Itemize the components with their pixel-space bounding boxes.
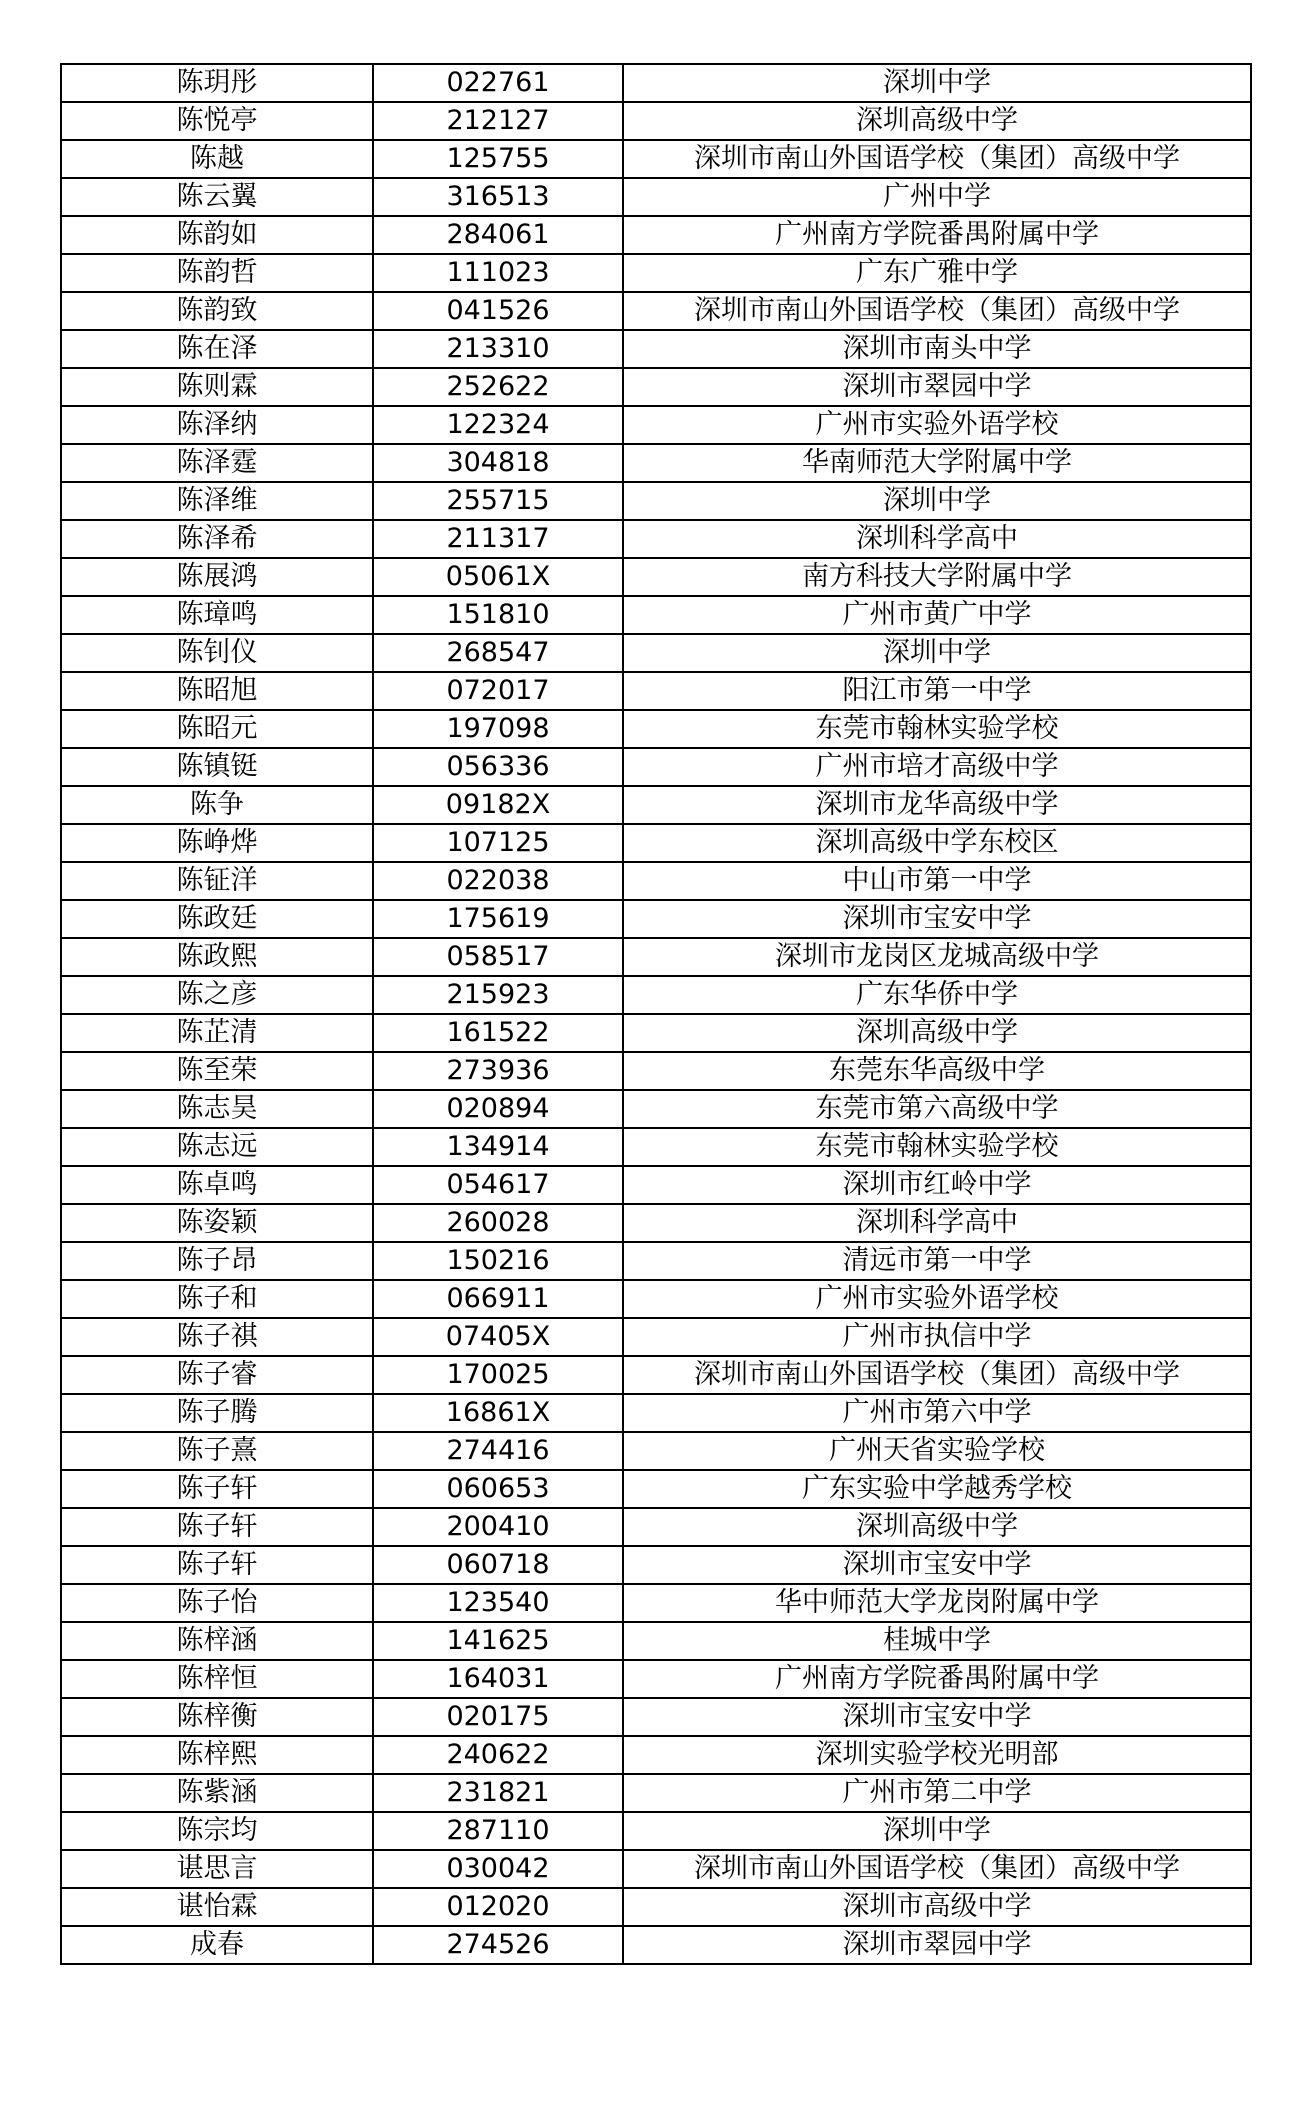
- school-name-cell: 深圳市南山外国语学校（集团）高级中学: [623, 1356, 1251, 1394]
- student-id-cell: 060718: [373, 1546, 623, 1584]
- student-id-cell: 056336: [373, 748, 623, 786]
- table-row: [61, 482, 1251, 520]
- table-row: [61, 938, 1251, 976]
- student-id-cell: 231821: [373, 1774, 623, 1812]
- student-name-cell: 陈卓鸣: [61, 1166, 373, 1204]
- table-row: [61, 672, 1251, 710]
- table-row: [61, 1698, 1251, 1736]
- school-name-cell: 深圳市南山外国语学校（集团）高级中学: [623, 292, 1251, 330]
- student-name-cell: 陈钲洋: [61, 862, 373, 900]
- table-body: [61, 64, 1251, 1964]
- table-row: [61, 1128, 1251, 1166]
- school-name-cell: 广州南方学院番禺附属中学: [623, 216, 1251, 254]
- student-name-cell: 陈昭旭: [61, 672, 373, 710]
- student-name-cell: 陈昭元: [61, 710, 373, 748]
- school-name-cell: 深圳高级中学: [623, 1508, 1251, 1546]
- table-row: [61, 1812, 1251, 1850]
- table-row: [61, 1242, 1251, 1280]
- table-row: [61, 368, 1251, 406]
- student-name-cell: 陈则霖: [61, 368, 373, 406]
- school-name-cell: 深圳市翠园中学: [623, 368, 1251, 406]
- school-name-cell: 深圳市龙岗区龙城高级中学: [623, 938, 1251, 976]
- school-name-cell: 深圳中学: [623, 64, 1251, 102]
- student-name-cell: 谌怡霖: [61, 1888, 373, 1926]
- school-name-cell: 广州南方学院番禺附属中学: [623, 1660, 1251, 1698]
- table-row: [61, 178, 1251, 216]
- school-name-cell: 中山市第一中学: [623, 862, 1251, 900]
- student-name-cell: 陈子怡: [61, 1584, 373, 1622]
- table-row: [61, 254, 1251, 292]
- student-name-cell: 陈璋鸣: [61, 596, 373, 634]
- student-id-cell: 111023: [373, 254, 623, 292]
- school-name-cell: 深圳市高级中学: [623, 1888, 1251, 1926]
- school-name-cell: 广东广雅中学: [623, 254, 1251, 292]
- school-name-cell: 深圳市翠园中学: [623, 1926, 1251, 1964]
- table-row: [61, 1432, 1251, 1470]
- student-id-cell: 020894: [373, 1090, 623, 1128]
- school-name-cell: 深圳市宝安中学: [623, 1546, 1251, 1584]
- student-id-cell: 164031: [373, 1660, 623, 1698]
- student-name-cell: 陈志远: [61, 1128, 373, 1166]
- student-id-cell: 09182X: [373, 786, 623, 824]
- table-row: [61, 558, 1251, 596]
- student-id-cell: 274416: [373, 1432, 623, 1470]
- school-name-cell: 深圳市龙华高级中学: [623, 786, 1251, 824]
- table-row: [61, 444, 1251, 482]
- student-id-cell: 287110: [373, 1812, 623, 1850]
- school-name-cell: 东莞市翰林实验学校: [623, 1128, 1251, 1166]
- school-name-cell: 深圳科学高中: [623, 1204, 1251, 1242]
- school-name-cell: 东莞市翰林实验学校: [623, 710, 1251, 748]
- student-name-cell: 陈宗均: [61, 1812, 373, 1850]
- student-id-cell: 175619: [373, 900, 623, 938]
- student-name-cell: 陈展鸿: [61, 558, 373, 596]
- student-name-cell: 陈志昊: [61, 1090, 373, 1128]
- table-row: [61, 1584, 1251, 1622]
- table-row: [61, 406, 1251, 444]
- student-name-cell: 陈泽维: [61, 482, 373, 520]
- student-id-cell: 150216: [373, 1242, 623, 1280]
- student-name-cell: 陈韵哲: [61, 254, 373, 292]
- school-name-cell: 广州市黄广中学: [623, 596, 1251, 634]
- student-id-cell: 07405X: [373, 1318, 623, 1356]
- student-name-cell: 陈子昂: [61, 1242, 373, 1280]
- student-name-cell: 陈子轩: [61, 1546, 373, 1584]
- table-row: [61, 900, 1251, 938]
- school-name-cell: 广州市实验外语学校: [623, 1280, 1251, 1318]
- student-id-cell: 041526: [373, 292, 623, 330]
- student-id-cell: 030042: [373, 1850, 623, 1888]
- table-row: [61, 1052, 1251, 1090]
- table-row: [61, 102, 1251, 140]
- student-id-cell: 058517: [373, 938, 623, 976]
- school-name-cell: 广州市第二中学: [623, 1774, 1251, 1812]
- student-name-cell: 陈芷清: [61, 1014, 373, 1052]
- student-name-cell: 陈悦亭: [61, 102, 373, 140]
- student-name-cell: 陈玥彤: [61, 64, 373, 102]
- table-row: [61, 140, 1251, 178]
- table-row: [61, 64, 1251, 102]
- student-id-cell: 072017: [373, 672, 623, 710]
- school-name-cell: 深圳中学: [623, 1812, 1251, 1850]
- school-name-cell: 深圳市南山外国语学校（集团）高级中学: [623, 1850, 1251, 1888]
- school-name-cell: 深圳科学高中: [623, 520, 1251, 558]
- table-row: [61, 1318, 1251, 1356]
- table-row: [61, 216, 1251, 254]
- student-id-cell: 141625: [373, 1622, 623, 1660]
- school-name-cell: 南方科技大学附属中学: [623, 558, 1251, 596]
- student-name-cell: 陈在泽: [61, 330, 373, 368]
- student-name-cell: 成春: [61, 1926, 373, 1964]
- student-id-cell: 240622: [373, 1736, 623, 1774]
- school-name-cell: 清远市第一中学: [623, 1242, 1251, 1280]
- student-id-cell: 125755: [373, 140, 623, 178]
- student-name-cell: 陈梓衡: [61, 1698, 373, 1736]
- school-name-cell: 深圳高级中学东校区: [623, 824, 1251, 862]
- student-id-cell: 213310: [373, 330, 623, 368]
- student-id-cell: 060653: [373, 1470, 623, 1508]
- table-row: [61, 520, 1251, 558]
- student-name-cell: 陈泽纳: [61, 406, 373, 444]
- table-row: [61, 1508, 1251, 1546]
- student-id-cell: 200410: [373, 1508, 623, 1546]
- school-name-cell: 广州市第六中学: [623, 1394, 1251, 1432]
- student-id-cell: 022038: [373, 862, 623, 900]
- school-name-cell: 深圳中学: [623, 482, 1251, 520]
- table-row: [61, 1280, 1251, 1318]
- student-name-cell: 陈泽霆: [61, 444, 373, 482]
- student-name-cell: 陈子和: [61, 1280, 373, 1318]
- table-row: [61, 1394, 1251, 1432]
- school-name-cell: 深圳市红岭中学: [623, 1166, 1251, 1204]
- student-id-cell: 020175: [373, 1698, 623, 1736]
- student-name-cell: 陈泽希: [61, 520, 373, 558]
- student-id-cell: 260028: [373, 1204, 623, 1242]
- student-id-cell: 273936: [373, 1052, 623, 1090]
- student-id-cell: 012020: [373, 1888, 623, 1926]
- table-row: [61, 1926, 1251, 1964]
- school-name-cell: 广东华侨中学: [623, 976, 1251, 1014]
- student-id-cell: 107125: [373, 824, 623, 862]
- student-id-cell: 170025: [373, 1356, 623, 1394]
- school-name-cell: 深圳市宝安中学: [623, 900, 1251, 938]
- table-row: [61, 1850, 1251, 1888]
- student-id-cell: 022761: [373, 64, 623, 102]
- student-list-table: [60, 63, 1252, 1965]
- table-row: [61, 1090, 1251, 1128]
- school-name-cell: 东莞市第六高级中学: [623, 1090, 1251, 1128]
- student-id-cell: 274526: [373, 1926, 623, 1964]
- student-id-cell: 16861X: [373, 1394, 623, 1432]
- student-id-cell: 066911: [373, 1280, 623, 1318]
- student-name-cell: 陈钊仪: [61, 634, 373, 672]
- table-row: [61, 710, 1251, 748]
- table-row: [61, 1888, 1251, 1926]
- student-name-cell: 陈韵如: [61, 216, 373, 254]
- student-name-cell: 陈至荣: [61, 1052, 373, 1090]
- school-name-cell: 阳江市第一中学: [623, 672, 1251, 710]
- table-row: [61, 1622, 1251, 1660]
- student-id-cell: 252622: [373, 368, 623, 406]
- student-id-cell: 284061: [373, 216, 623, 254]
- student-id-cell: 054617: [373, 1166, 623, 1204]
- table-row: [61, 1356, 1251, 1394]
- student-name-cell: 陈子轩: [61, 1508, 373, 1546]
- student-name-cell: 陈之彦: [61, 976, 373, 1014]
- table-row: [61, 748, 1251, 786]
- table-row: [61, 1774, 1251, 1812]
- school-name-cell: 深圳市宝安中学: [623, 1698, 1251, 1736]
- student-name-cell: 陈梓涵: [61, 1622, 373, 1660]
- student-name-cell: 陈梓恒: [61, 1660, 373, 1698]
- school-name-cell: 深圳中学: [623, 634, 1251, 672]
- student-name-cell: 陈镇铤: [61, 748, 373, 786]
- school-name-cell: 广东实验中学越秀学校: [623, 1470, 1251, 1508]
- table-row: [61, 1166, 1251, 1204]
- table-row: [61, 596, 1251, 634]
- student-name-cell: 陈云翼: [61, 178, 373, 216]
- school-name-cell: 华南师范大学附属中学: [623, 444, 1251, 482]
- student-id-cell: 211317: [373, 520, 623, 558]
- table-row: [61, 1204, 1251, 1242]
- school-name-cell: 广州市执信中学: [623, 1318, 1251, 1356]
- student-name-cell: 陈韵致: [61, 292, 373, 330]
- student-id-cell: 134914: [373, 1128, 623, 1166]
- student-list-table-wrapper: [60, 63, 1244, 1965]
- student-name-cell: 陈子睿: [61, 1356, 373, 1394]
- school-name-cell: 广州天省实验学校: [623, 1432, 1251, 1470]
- school-name-cell: 深圳实验学校光明部: [623, 1736, 1251, 1774]
- school-name-cell: 东莞东华高级中学: [623, 1052, 1251, 1090]
- table-row: [61, 1470, 1251, 1508]
- school-name-cell: 广州中学: [623, 178, 1251, 216]
- student-name-cell: 陈姿颖: [61, 1204, 373, 1242]
- student-id-cell: 123540: [373, 1584, 623, 1622]
- student-name-cell: 谌思言: [61, 1850, 373, 1888]
- school-name-cell: 深圳市南山外国语学校（集团）高级中学: [623, 140, 1251, 178]
- student-id-cell: 122324: [373, 406, 623, 444]
- table-row: [61, 1014, 1251, 1052]
- table-row: [61, 786, 1251, 824]
- student-name-cell: 陈越: [61, 140, 373, 178]
- student-name-cell: 陈政廷: [61, 900, 373, 938]
- school-name-cell: 桂城中学: [623, 1622, 1251, 1660]
- student-name-cell: 陈子祺: [61, 1318, 373, 1356]
- student-id-cell: 268547: [373, 634, 623, 672]
- student-id-cell: 197098: [373, 710, 623, 748]
- student-id-cell: 161522: [373, 1014, 623, 1052]
- student-name-cell: 陈紫涵: [61, 1774, 373, 1812]
- student-name-cell: 陈政熙: [61, 938, 373, 976]
- school-name-cell: 深圳高级中学: [623, 1014, 1251, 1052]
- student-id-cell: 304818: [373, 444, 623, 482]
- table-row: [61, 1736, 1251, 1774]
- table-row: [61, 824, 1251, 862]
- student-name-cell: 陈子熹: [61, 1432, 373, 1470]
- student-id-cell: 215923: [373, 976, 623, 1014]
- table-row: [61, 634, 1251, 672]
- school-name-cell: 广州市实验外语学校: [623, 406, 1251, 444]
- table-row: [61, 1660, 1251, 1698]
- student-id-cell: 05061X: [373, 558, 623, 596]
- school-name-cell: 深圳高级中学: [623, 102, 1251, 140]
- student-id-cell: 212127: [373, 102, 623, 140]
- school-name-cell: 深圳市南头中学: [623, 330, 1251, 368]
- student-name-cell: 陈子腾: [61, 1394, 373, 1432]
- student-name-cell: 陈争: [61, 786, 373, 824]
- table-row: [61, 292, 1251, 330]
- school-name-cell: 华中师范大学龙岗附属中学: [623, 1584, 1251, 1622]
- school-name-cell: 广州市培才高级中学: [623, 748, 1251, 786]
- student-id-cell: 316513: [373, 178, 623, 216]
- table-row: [61, 1546, 1251, 1584]
- student-id-cell: 255715: [373, 482, 623, 520]
- student-name-cell: 陈梓熙: [61, 1736, 373, 1774]
- student-name-cell: 陈峥烨: [61, 824, 373, 862]
- table-row: [61, 976, 1251, 1014]
- table-row: [61, 330, 1251, 368]
- student-name-cell: 陈子轩: [61, 1470, 373, 1508]
- table-row: [61, 862, 1251, 900]
- student-id-cell: 151810: [373, 596, 623, 634]
